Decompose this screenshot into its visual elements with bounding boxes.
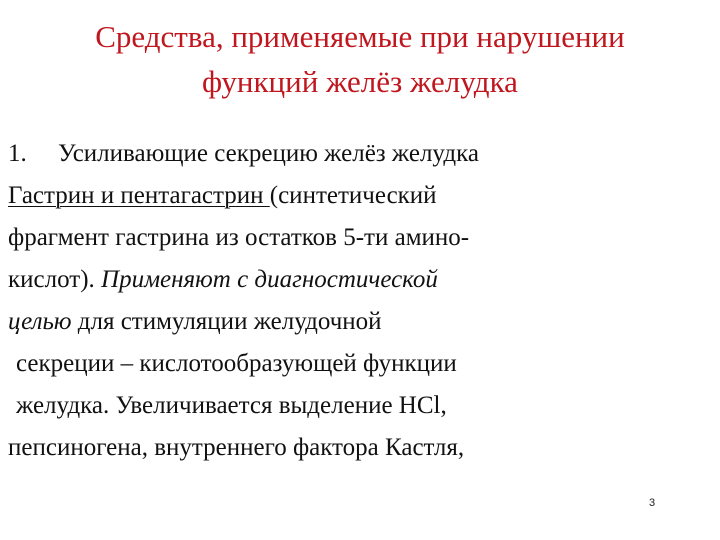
- slide-body: [8, 133, 708, 469]
- body-line-3-normal: кислот).: [8, 266, 102, 293]
- body-line-4-rest: для стимуляции желудочной: [71, 308, 382, 335]
- page-number: 3: [649, 497, 656, 509]
- body-line-1: [8, 175, 708, 217]
- drug-name-underlined: Гастрин и пентагастрин: [8, 182, 270, 209]
- title-line-2: функций желёз желудка: [202, 64, 518, 99]
- body-line-3: [8, 259, 708, 301]
- slide-title: [0, 14, 720, 104]
- body-line-5: секреции – кислотообразующей функции: [16, 350, 457, 377]
- title-line-1: Средства, применяемые при нарушении: [95, 19, 625, 54]
- body-line-4-italic: целью: [8, 308, 72, 335]
- body-line-6: желудка. Увеличивается выделение HCl,: [16, 392, 447, 419]
- body-line-7: пепсиногена, внутреннего фактора Кастля,: [8, 434, 465, 461]
- section-number: 1.: [8, 140, 27, 167]
- body-line-4: [8, 301, 708, 343]
- body-line-1-rest: (синтетический: [269, 182, 437, 209]
- body-line-3-italic: Применяют с диагностической: [101, 266, 438, 293]
- section-heading: [8, 133, 708, 175]
- body-line-2: фрагмент гастрина из остатков 5-ти амино-: [8, 224, 470, 251]
- section-heading-text: Усиливающие секрецию желёз желудка: [58, 140, 479, 167]
